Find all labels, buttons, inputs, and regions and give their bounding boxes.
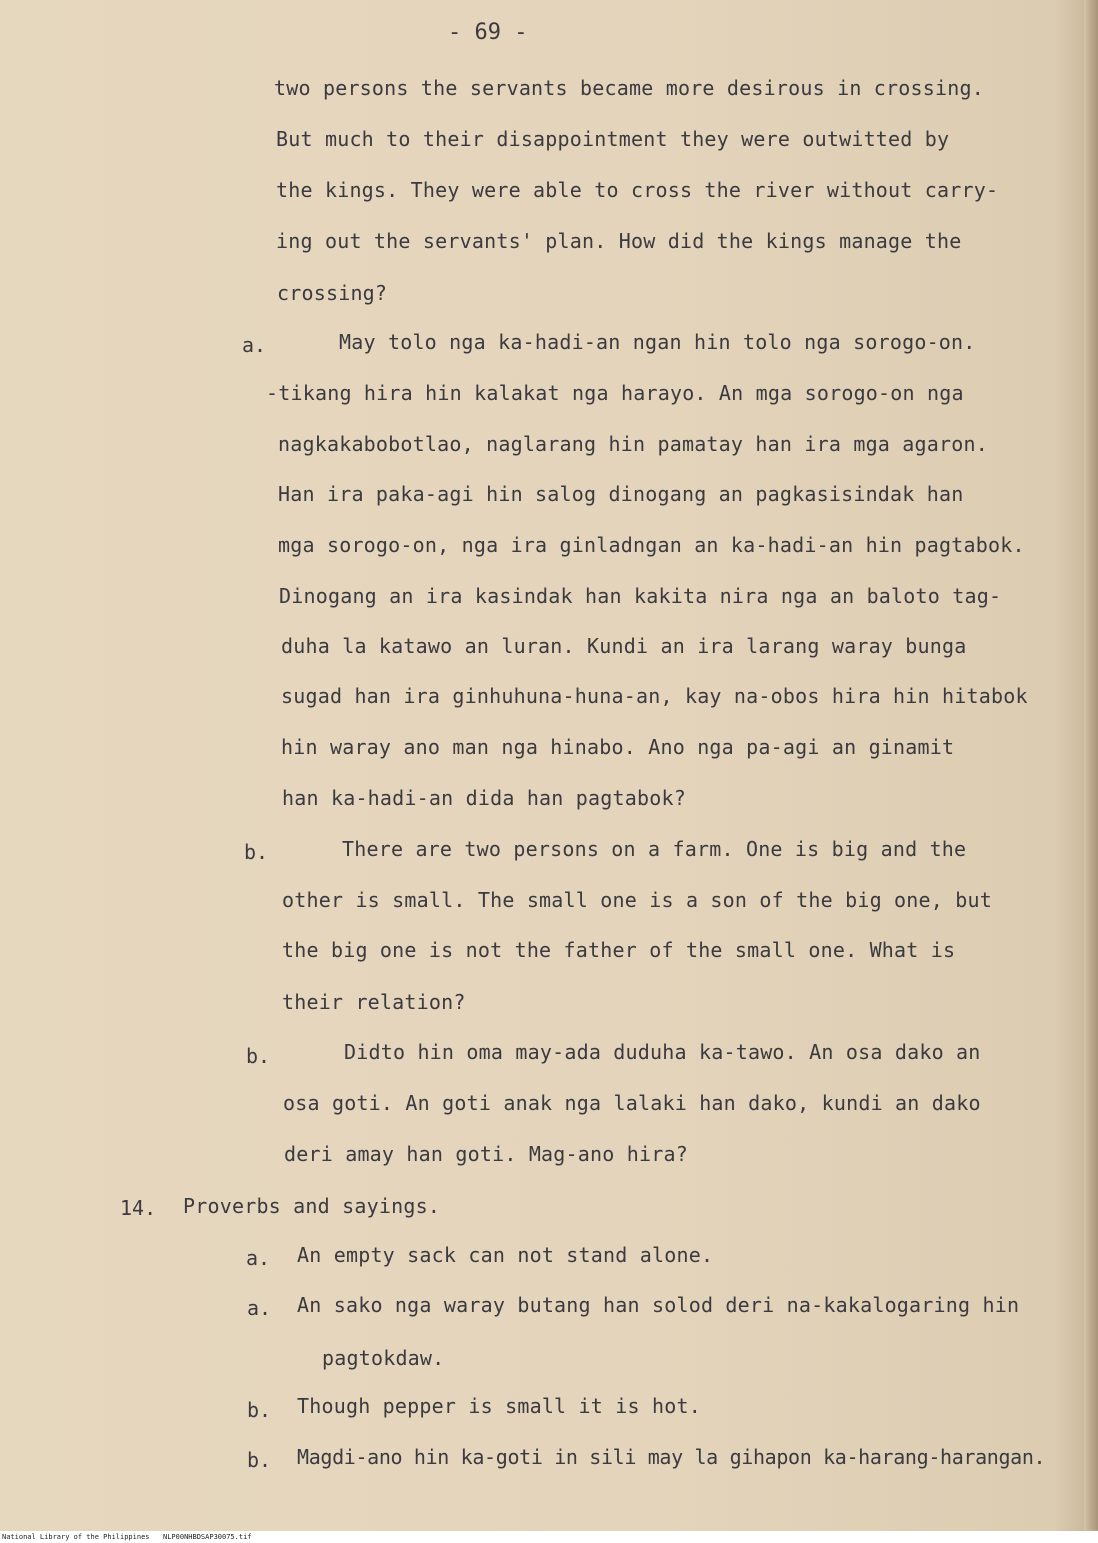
section-number: 14. bbox=[120, 1196, 157, 1220]
footer-institution: National Library of the Philippines bbox=[2, 1533, 150, 1541]
item-marker: b. bbox=[247, 1398, 272, 1422]
item-marker: b. bbox=[246, 1044, 271, 1068]
proverb-text: Though pepper is small it is hot. bbox=[297, 1394, 701, 1418]
text-line: -tikang hira hin kalakat nga harayo. An mga sorogo-on nga bbox=[266, 381, 964, 405]
text-line: Dinogang an ira kasindak han kakita nira nga an baloto tag- bbox=[279, 584, 1002, 608]
text-line: May tolo nga ka-hadi-an ngan hin tolo nga sorogo-on. bbox=[339, 330, 976, 354]
proverb-text: Magdi-ano hin ka-goti in sili may la gihapon ka-harang-harangan. bbox=[297, 1445, 1046, 1469]
text-line: crossing? bbox=[277, 281, 388, 305]
text-line: other is small. The small one is a son of the big one, but bbox=[282, 888, 992, 912]
proverb-text: An empty sack can not stand alone. bbox=[297, 1243, 714, 1267]
text-line: nagkakabobotlao, naglarang hin pamatay han ira mga agaron. bbox=[278, 432, 988, 456]
proverb-text: pagtokdaw. bbox=[322, 1346, 445, 1370]
text-line: Didto hin oma may-ada duduha ka-tawo. An osa dako an bbox=[344, 1040, 981, 1064]
text-line: Han ira paka-agi hin salog dinogang an pagkasisindak han bbox=[278, 482, 964, 506]
text-line: But much to their disappointment they were outwitted by bbox=[276, 127, 950, 151]
text-line: mga sorogo-on, nga ira ginladngan an ka-hadi-an hin pagtabok. bbox=[278, 533, 1025, 557]
text-line: the big one is not the father of the small one. What is bbox=[282, 938, 956, 962]
item-marker: b. bbox=[244, 840, 269, 864]
text-line: two persons the servants became more desirous in crossing. bbox=[274, 76, 984, 100]
text-line: their relation? bbox=[282, 990, 466, 1014]
text-line: deri amay han goti. Mag-ano hira? bbox=[284, 1142, 688, 1166]
text-line: ing out the servants' plan. How did the kings manage the bbox=[276, 229, 962, 253]
footer-file-name: NLP00NHBDSAP30075.tif bbox=[163, 1533, 252, 1541]
text-line: There are two persons on a farm. One is big and the bbox=[342, 837, 967, 861]
text-line: the kings. They were able to cross the river without carry- bbox=[276, 178, 999, 202]
item-marker: b. bbox=[247, 1448, 272, 1472]
text-line: osa goti. An goti anak nga lalaki han dako, kundi an dako bbox=[283, 1091, 981, 1115]
text-line: hin waray ano man nga hinabo. Ano nga pa-agi an ginamit bbox=[281, 735, 955, 759]
page-binding-edge bbox=[1084, 0, 1098, 1530]
text-line: sugad han ira ginhuhuna-huna-an, kay na-obos hira hin hitabok bbox=[281, 684, 1028, 708]
text-line: han ka-hadi-an dida han pagtabok? bbox=[282, 786, 686, 810]
proverb-text: An sako nga waray butang han solod deri na-kakalogaring hin bbox=[297, 1293, 1020, 1317]
section-heading: Proverbs and sayings. bbox=[183, 1194, 441, 1218]
page-number: - 69 - bbox=[448, 20, 528, 45]
item-marker: a. bbox=[242, 333, 267, 357]
scan-footer bbox=[0, 1531, 1098, 1543]
item-marker: a. bbox=[246, 1246, 271, 1270]
text-line: duha la katawo an luran. Kundi an ira larang waray bunga bbox=[281, 634, 967, 658]
item-marker: a. bbox=[247, 1296, 272, 1320]
